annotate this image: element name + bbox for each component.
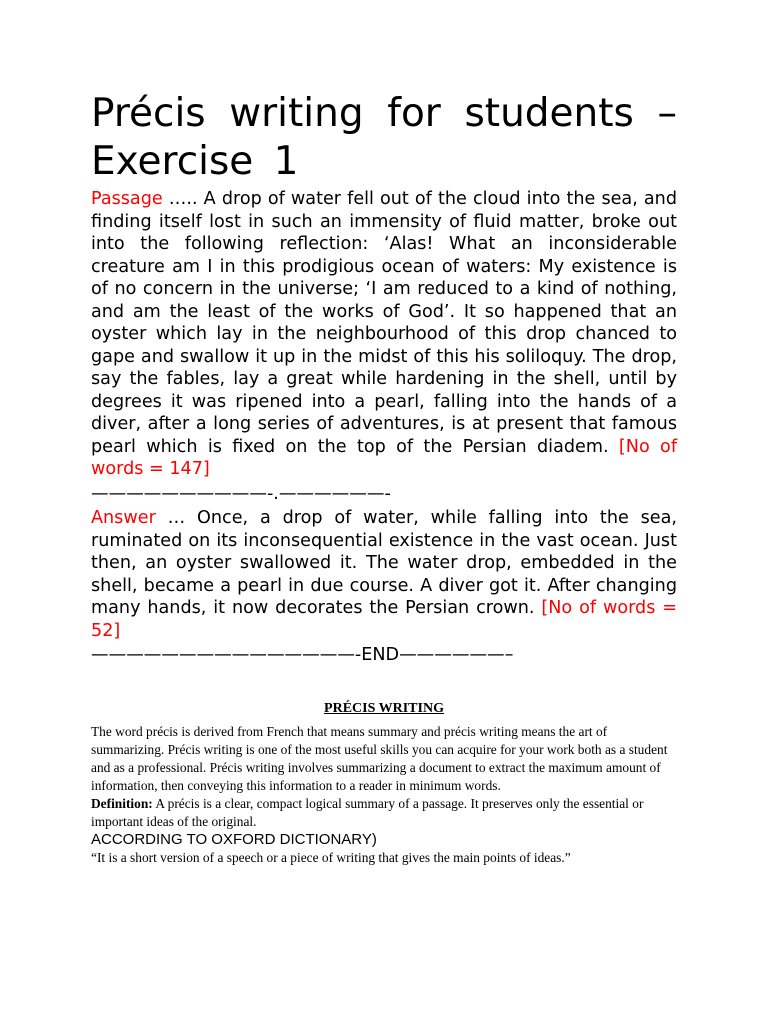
intro-paragraph: The word précis is derived from French that means summary and précis writing means the art of summarizing. Précis writing is one of the most useful skills you can acquire for your work both as a student and as a professional. Précis writing involves summarizing a document to extract the maximum amount of information, then conveying this information to a reader in minimum words. — [91, 723, 668, 793]
passage-label: Passage — [91, 189, 163, 209]
document-page — [91, 90, 677, 867]
oxford-dictionary-label: ACCORDING TO OXFORD DICTIONARY) — [91, 830, 377, 848]
answer-label: Answer — [91, 508, 156, 528]
document-title: Précis writing for students – Exercise 1 — [91, 91, 677, 184]
definition-text: A précis is a clear, compact logical summary of a passage. It preserves only the essential or important ideas of the original. — [91, 795, 644, 829]
end-separator-line: ———————————————-END——————– — [91, 645, 514, 665]
separator-line: ——————————-.——————- — [91, 483, 391, 504]
oxford-quote: “It is a short version of a speech or a piece of writing that gives the main points of ideas.” — [91, 849, 571, 865]
answer-text: … Once, a drop of water, while falling into the sea, ruminated on its inconsequential existence in the vast ocean. Just then, an oyster swallowed it. The water drop, embedded in the shell, became a pearl in due course. A diver got it. After changing many hands, it now decorates the Persian crown. — [91, 508, 677, 618]
definition-paragraph — [91, 795, 677, 831]
passage-text: ….. A drop of water fell out of the cloud into the sea, and finding itself lost in such an immensity of fluid matter, broke out into the following reflection: ‘Alas! What an inconsiderable creature am I in this prodigious ocean of waters: My existence is of no concern in the universe; ‘I am reduced to a kind of nothing, and am the least of the works of God’. It so happened that an oyster which lay in the neighbourhood of this drop chanced to gape and swallow it up in the midst of this his soliloquy. The drop, say the fables, lay a great while hardening in the shell, until by degrees it was ripened into a pearl, falling into the hands of a diver, after a long series of adventures, is at present that famous pearl which is fixed on the top of the Persian diadem. — [91, 189, 677, 457]
passage-word-count: [No of words = 147] — [91, 436, 678, 479]
definition-label: Definition: — [91, 795, 153, 811]
answer-word-count: [No of words = 52] — [91, 598, 677, 641]
precis-writing-heading: PRÉCIS WRITING — [324, 700, 444, 716]
answer-paragraph — [91, 507, 677, 642]
passage-paragraph — [91, 188, 677, 481]
section-spacer — [91, 667, 677, 701]
